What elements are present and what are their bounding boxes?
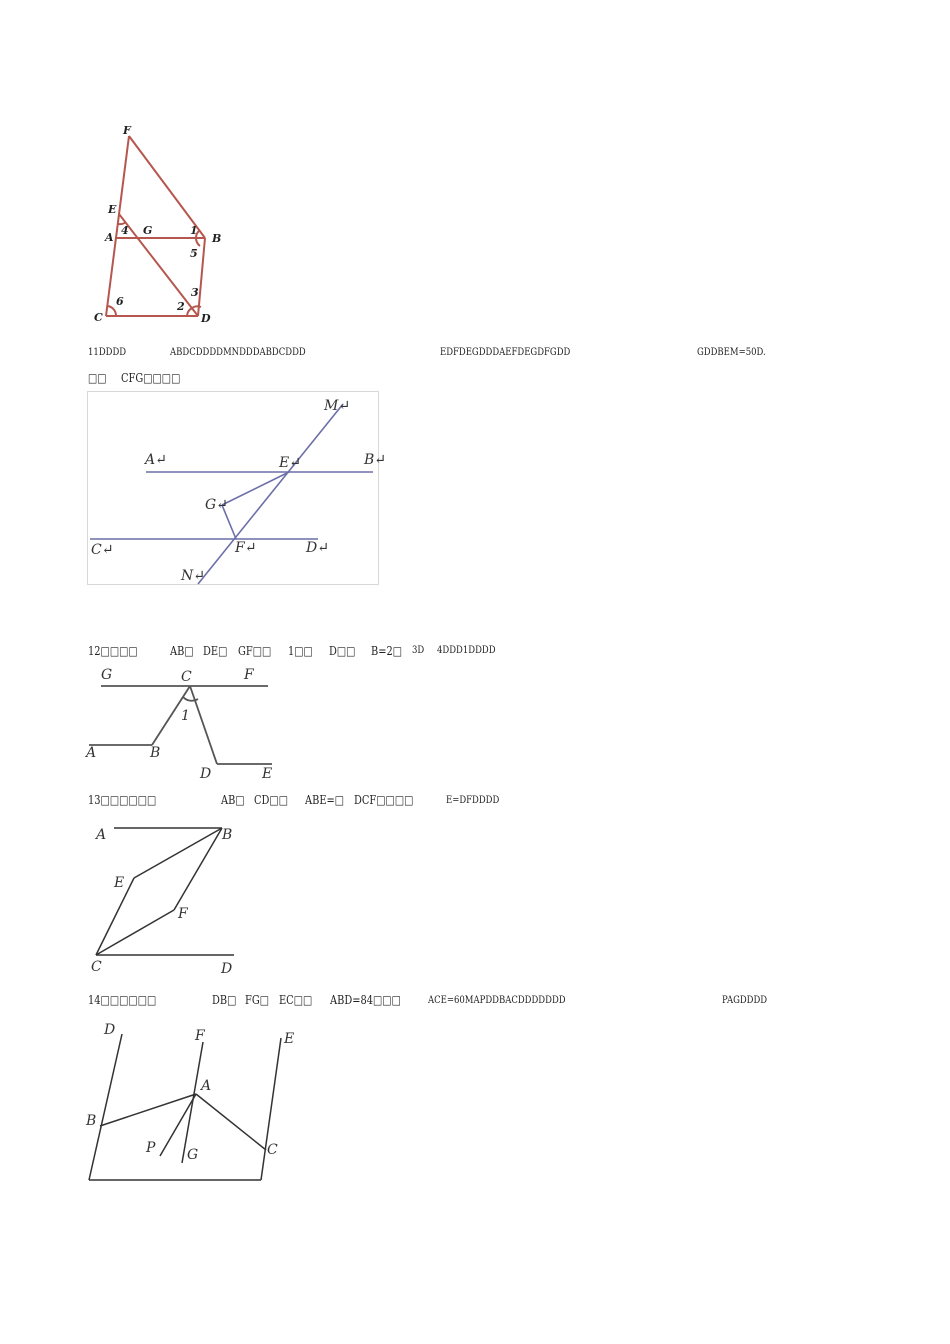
fig1-line-ED <box>119 214 198 316</box>
fig5-line-FG <box>182 1042 203 1163</box>
q12-text-a: 12□□□□ <box>88 644 138 658</box>
fig1-arc-2 <box>187 308 192 316</box>
fig1-label-D: D <box>201 312 211 325</box>
fig5-line-D <box>89 1034 122 1180</box>
q12-text-g: B=2□ <box>371 644 403 658</box>
figure-2 <box>87 391 387 585</box>
fig1-label-C: C <box>94 311 103 324</box>
fig1-label-n3: 3 <box>191 286 199 299</box>
q11-line2-a: □□ <box>88 371 107 385</box>
q14-text-a: 14□□□□□□ <box>88 993 157 1007</box>
q13-text-b: AB□ <box>221 793 245 807</box>
q11-line2-b: CFG□□□□ <box>121 371 181 385</box>
fig4-label-F: F <box>178 906 188 922</box>
q14-text-c: FG□ <box>245 993 269 1007</box>
fig4-label-D: D <box>221 961 233 977</box>
fig1-label-A: A <box>105 231 114 244</box>
fig2-label-E: E↵ <box>279 455 301 471</box>
fig5-label-F: F <box>195 1028 205 1044</box>
fig1-label-F: F <box>123 124 131 137</box>
q11-text-part3: EDFDEGDDDAEFDEGDFGDD <box>440 347 571 358</box>
q12-text-d: GF□□ <box>238 644 272 658</box>
fig5-line-E <box>261 1038 281 1180</box>
fig3-arc-1 <box>183 697 198 701</box>
q11-text-part1: 11DDDD <box>88 347 127 358</box>
fig1-label-n4: 4 <box>121 224 129 237</box>
q14-text-f: ACE=60MAPDDBACDDDDDDD <box>428 995 566 1006</box>
fig1-label-n6: 6 <box>116 295 124 308</box>
q14-text-d: EC□□ <box>279 993 313 1007</box>
fig1-label-n5: 5 <box>190 247 198 260</box>
fig4-line-BE <box>134 828 222 878</box>
q12-text-i: 4DDD1DDDD <box>437 645 496 656</box>
fig2-label-D: D↵ <box>306 540 329 556</box>
fig2-line-EG <box>222 472 289 505</box>
figure-5 <box>84 1018 314 1188</box>
figure-4 <box>86 820 246 980</box>
fig3-label-A: A <box>86 745 97 761</box>
q14-text-e: ABD=84□□□ <box>330 993 401 1007</box>
fig1-label-B: B <box>212 232 222 245</box>
fig2-label-F: F↵ <box>235 540 257 556</box>
fig2-label-M: M↵ <box>324 398 351 414</box>
fig5-label-P: P <box>146 1140 156 1156</box>
fig4-label-A: A <box>96 827 107 843</box>
fig3-label-E: E <box>262 766 273 782</box>
fig5-label-E: E <box>284 1031 295 1047</box>
q13-text-f: E=DFDDDD <box>446 795 500 806</box>
q13-text-d: ABE=□ <box>305 793 345 807</box>
fig2-label-G: G↵ <box>205 497 228 513</box>
fig3-label-D: D <box>200 766 212 782</box>
q12-text-f: D□□ <box>329 644 356 658</box>
fig2-label-A: A↵ <box>145 452 167 468</box>
q11-text-part2: ABDCDDDDMNDDDABDCDDD <box>170 347 306 358</box>
fig1-line-FB <box>129 136 205 238</box>
q12-text-h: 3D <box>412 645 425 656</box>
fig2-label-B: B↵ <box>364 452 387 468</box>
fig5-label-A: A <box>201 1078 212 1094</box>
fig3-line-CD <box>190 686 217 764</box>
figure-3 <box>86 664 286 784</box>
fig1-label-n2: 2 <box>177 300 185 313</box>
q14-text-g: PAGDDDD <box>722 995 768 1006</box>
fig5-label-C: C <box>267 1142 278 1158</box>
fig3-label-1: 1 <box>181 708 190 724</box>
fig2-label-C: C↵ <box>91 542 114 558</box>
q13-text-c: CD□□ <box>254 793 289 807</box>
fig5-line-AC <box>196 1094 266 1150</box>
fig4-line-BF <box>174 828 222 910</box>
q14-text-b: DB□ <box>212 993 237 1007</box>
fig1-label-E: E <box>108 203 117 216</box>
fig3-label-C: C <box>181 669 192 685</box>
fig1-arc-6 <box>108 306 116 316</box>
fig1-label-n1: 1 <box>190 224 198 237</box>
fig5-label-G: G <box>187 1147 199 1163</box>
figure-1 <box>88 120 238 330</box>
q12-text-e: 1□□ <box>288 644 313 658</box>
fig1-line-BD <box>198 238 205 316</box>
fig5-line-BA <box>100 1094 196 1126</box>
fig2-label-N: N↵ <box>181 568 205 584</box>
q13-text-e: DCF□□□□ <box>354 793 414 807</box>
fig4-label-E: E <box>114 875 125 891</box>
fig3-label-F: F <box>244 667 254 683</box>
fig5-label-B: B <box>86 1113 97 1129</box>
fig3-label-G: G <box>101 667 113 683</box>
fig3-label-B: B <box>150 745 161 761</box>
fig4-label-B: B <box>222 827 233 843</box>
fig1-label-G: G <box>143 224 153 237</box>
q12-text-c: DE□ <box>203 644 228 658</box>
q12-text-b: AB□ <box>170 644 194 658</box>
fig2-line-MN <box>198 404 343 584</box>
fig4-label-C: C <box>91 959 102 975</box>
fig5-label-D: D <box>104 1022 116 1038</box>
q11-text-part4: GDDBEM=50D. <box>697 347 766 358</box>
q13-text-a: 13□□□□□□ <box>88 793 157 807</box>
